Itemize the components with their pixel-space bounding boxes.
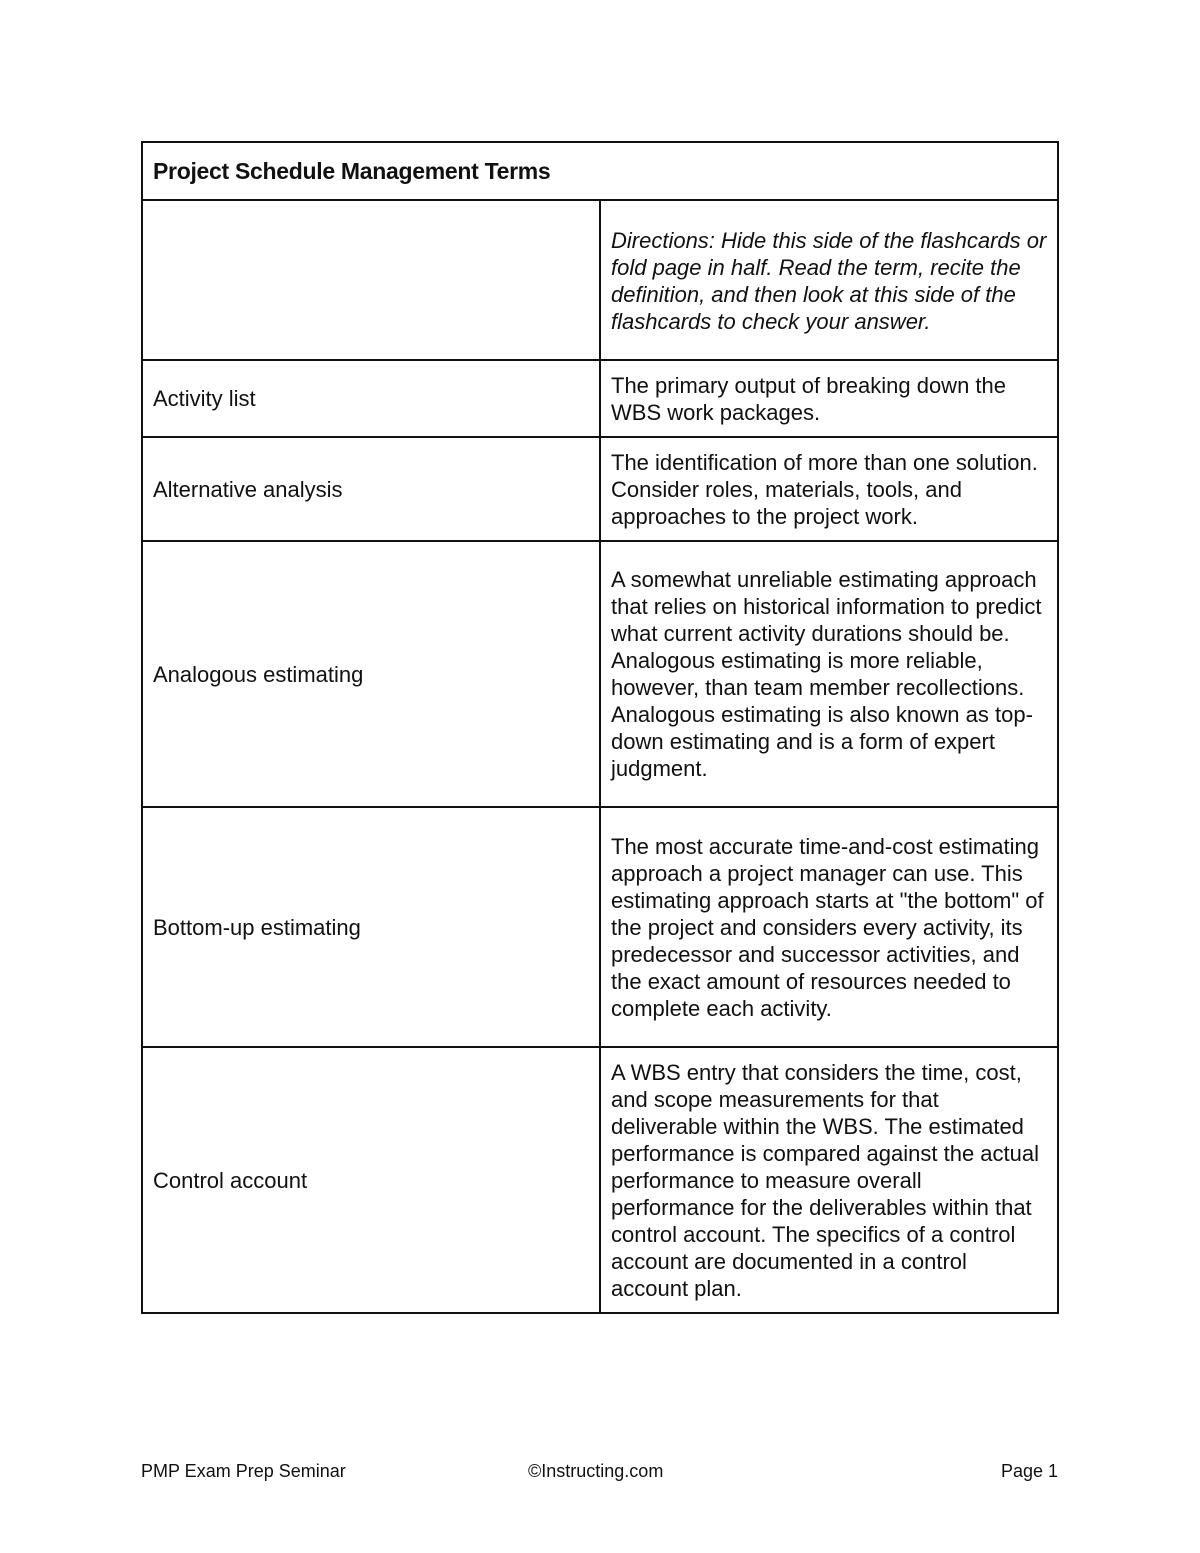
term-cell: Control account bbox=[142, 1047, 600, 1313]
footer-page-number: Page 1 bbox=[1000, 1461, 1058, 1481]
term-cell: Analogous estimating bbox=[142, 541, 600, 807]
table-row bbox=[142, 437, 1058, 541]
definition-cell: A WBS entry that considers the time, cost, and scope measurements for that deliverable within the WBS. The estimated performance is compared against the actual performance to measure overall performance for the deliverables within that control account. The specifics of a control account are documented in a control account plan. bbox=[600, 1047, 1058, 1313]
table-row bbox=[142, 541, 1058, 807]
term-cell: Alternative analysis bbox=[142, 437, 600, 541]
definition-cell: The most accurate time-and-cost estimating approach a project manager can use. This estimating approach starts at "the bottom" of the project and considers every activity, its predecessor and successor activities, and the exact amount of resources needed to complete each activity. bbox=[600, 807, 1058, 1047]
term-cell: Bottom-up estimating bbox=[142, 807, 600, 1047]
term-cell: Activity list bbox=[142, 360, 600, 437]
blank-term-cell bbox=[142, 200, 600, 360]
footer-copyright: ©Instructing.com bbox=[528, 1461, 664, 1481]
directions-row bbox=[142, 200, 1058, 360]
directions-text: Directions: Hide this side of the flashcards or fold page in half. Read the term, recite the definition, and then look at this side of the flashcards to check your answer. bbox=[600, 200, 1058, 360]
definition-cell: The identification of more than one solution. Consider roles, materials, tools, and approaches to the project work. bbox=[600, 437, 1058, 541]
terms-table bbox=[141, 141, 1059, 1314]
table-row bbox=[142, 360, 1058, 437]
title-row bbox=[142, 142, 1058, 200]
definition-cell: The primary output of breaking down the WBS work packages. bbox=[600, 360, 1058, 437]
table-row bbox=[142, 807, 1058, 1047]
table-title: Project Schedule Management Terms bbox=[142, 142, 1058, 200]
definition-cell: A somewhat unreliable estimating approach that relies on historical information to predict what current activity durations should be. Analogous estimating is more reliable, however, than team member recollections. Analogous estimating is also known as top-down estimating and is a form of expert judgment. bbox=[600, 541, 1058, 807]
table-row bbox=[142, 1047, 1058, 1313]
footer-seminar-name: PMP Exam Prep Seminar bbox=[141, 1461, 346, 1481]
